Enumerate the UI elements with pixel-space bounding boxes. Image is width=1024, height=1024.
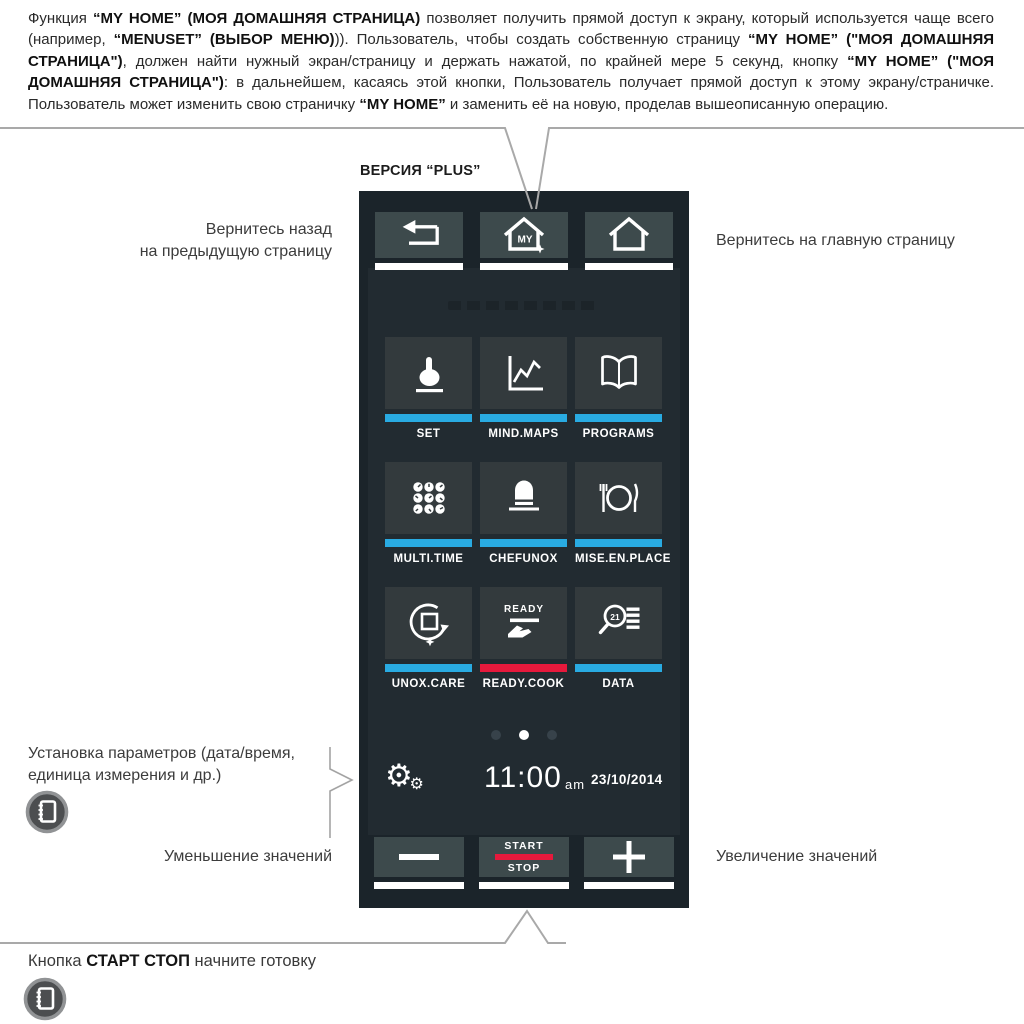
tile-accent-bar bbox=[575, 414, 662, 422]
chef-hat-icon bbox=[480, 462, 567, 534]
annotation-decrease: Уменьшение значений bbox=[163, 848, 332, 865]
status-row bbox=[368, 760, 680, 804]
oven-control-panel bbox=[359, 191, 689, 908]
tile-label: CHEFUNOX bbox=[489, 553, 558, 565]
pager-dot-active bbox=[519, 730, 529, 740]
start-stop-button[interactable] bbox=[479, 837, 569, 889]
svg-text:MY: MY bbox=[517, 234, 533, 246]
version-label: ВЕРСИЯ “PLUS” bbox=[360, 163, 481, 179]
clock-time: 11:00 bbox=[484, 761, 562, 794]
button-underline bbox=[585, 263, 673, 270]
manual-booklet-icon bbox=[22, 976, 68, 1022]
date-display: 23/10/2014 bbox=[591, 772, 663, 787]
pager-dot bbox=[547, 730, 557, 740]
panel-screen bbox=[368, 268, 680, 835]
clock-meridiem: am bbox=[565, 777, 586, 792]
multi-clock-grid-icon bbox=[385, 462, 472, 534]
faded-text-artifact bbox=[448, 301, 600, 310]
annotation-increase: Увеличение значений bbox=[716, 848, 878, 865]
decrease-button[interactable] bbox=[374, 837, 464, 889]
footer-caption: Кнопка СТАРТ СТОП начните готовку bbox=[28, 952, 316, 970]
annotation-home: Вернитесь на главную страницу bbox=[716, 232, 955, 249]
button-underline bbox=[584, 882, 674, 889]
tile-label: MISE.EN.PLACE bbox=[575, 553, 671, 565]
tile-accent-bar bbox=[480, 539, 567, 547]
tile-programs[interactable] bbox=[575, 337, 662, 440]
my-home-button[interactable] bbox=[480, 212, 568, 270]
svg-text:21: 21 bbox=[609, 612, 620, 622]
tile-unox-care[interactable] bbox=[385, 587, 472, 690]
tile-set[interactable] bbox=[385, 337, 472, 440]
tile-label: READY.COOK bbox=[482, 678, 565, 690]
tile-data[interactable] bbox=[575, 587, 662, 690]
annotation-settings: Установка параметров (дата/время, единица измерения и др.) bbox=[28, 745, 295, 784]
button-underline bbox=[480, 263, 568, 270]
tile-mind-maps[interactable] bbox=[480, 337, 567, 440]
tile-accent-bar bbox=[385, 664, 472, 672]
minus-icon bbox=[399, 854, 439, 860]
mode-tile-grid bbox=[385, 337, 671, 690]
back-button[interactable] bbox=[375, 212, 463, 270]
manual-booklet-icon bbox=[24, 789, 70, 835]
plus-icon bbox=[609, 839, 649, 875]
open-book-icon bbox=[575, 337, 662, 409]
plate-cutlery-icon bbox=[575, 462, 662, 534]
start-label: START bbox=[504, 840, 544, 852]
tile-accent-bar bbox=[385, 539, 472, 547]
tile-label: PROGRAMS bbox=[582, 428, 655, 440]
my-home-icon bbox=[480, 212, 568, 258]
pager-dot bbox=[491, 730, 501, 740]
tile-accent-bar bbox=[385, 414, 472, 422]
tile-mise-en-place[interactable] bbox=[575, 462, 671, 565]
button-underline bbox=[374, 882, 464, 889]
line-chart-icon bbox=[480, 337, 567, 409]
intro-paragraph: Функция “MY HOME” (МОЯ ДОМАШНЯЯ СТРАНИЦА) позволяет получить прямой доступ к экрану, который используется чаще всего (например, “MENUSET” (ВЫБОР МЕНЮ))). Пользователь, чтобы создать собственную страницу “MY HOME” ("МОЯ ДОМАШНЯЯ СТРАНИЦА"), должен найти нужный экран/страницу и держать нажатой, по крайней мере 5 секунд, кнопку “MY HOME” ("МОЯ ДОМАШНЯЯ СТРАНИЦА"): в дальнейшем, касаясь этой кнопки, Пользователь получает прямой доступ к этому экрану/страничке. Пользователь может изменить свою страничку “MY HOME” и заменить её на новую, проделав вышеописанную операцию. bbox=[28, 10, 995, 113]
start-stop-red-bar bbox=[495, 854, 553, 860]
increase-button[interactable] bbox=[584, 837, 674, 889]
refresh-square-icon bbox=[385, 587, 472, 659]
button-underline bbox=[479, 882, 569, 889]
stop-label: STOP bbox=[507, 862, 541, 874]
tile-accent-bar bbox=[480, 664, 567, 672]
svg-text:READY: READY bbox=[503, 604, 544, 615]
ready-hand-icon bbox=[480, 587, 567, 659]
tile-multi-time[interactable] bbox=[385, 462, 472, 565]
tile-accent-bar bbox=[575, 539, 662, 547]
annotation-back: Вернитесь назад на предыдущую страницу bbox=[139, 221, 332, 260]
tile-label: DATA bbox=[602, 678, 635, 690]
nav-row bbox=[359, 212, 689, 270]
home-icon bbox=[585, 212, 673, 258]
tile-label: SET bbox=[416, 428, 441, 440]
tile-label: MULTI.TIME bbox=[393, 553, 464, 565]
tile-label: MIND.MAPS bbox=[488, 428, 559, 440]
back-arrow-icon bbox=[375, 212, 463, 258]
pager bbox=[368, 730, 680, 740]
settings-gear-icon[interactable]: ⚙ ⚙ bbox=[385, 758, 424, 793]
tile-accent-bar bbox=[575, 664, 662, 672]
button-underline bbox=[375, 263, 463, 270]
bottom-control-row bbox=[359, 837, 689, 889]
tile-chefunox[interactable] bbox=[480, 462, 567, 565]
tile-accent-bar bbox=[480, 414, 567, 422]
tile-label: UNOX.CARE bbox=[391, 678, 466, 690]
pointing-hand-icon bbox=[385, 337, 472, 409]
small-gear-icon: ⚙ bbox=[409, 776, 424, 793]
tile-ready-cook[interactable] bbox=[480, 587, 567, 690]
home-button[interactable] bbox=[585, 212, 673, 270]
magnifier-list-icon bbox=[575, 587, 662, 659]
